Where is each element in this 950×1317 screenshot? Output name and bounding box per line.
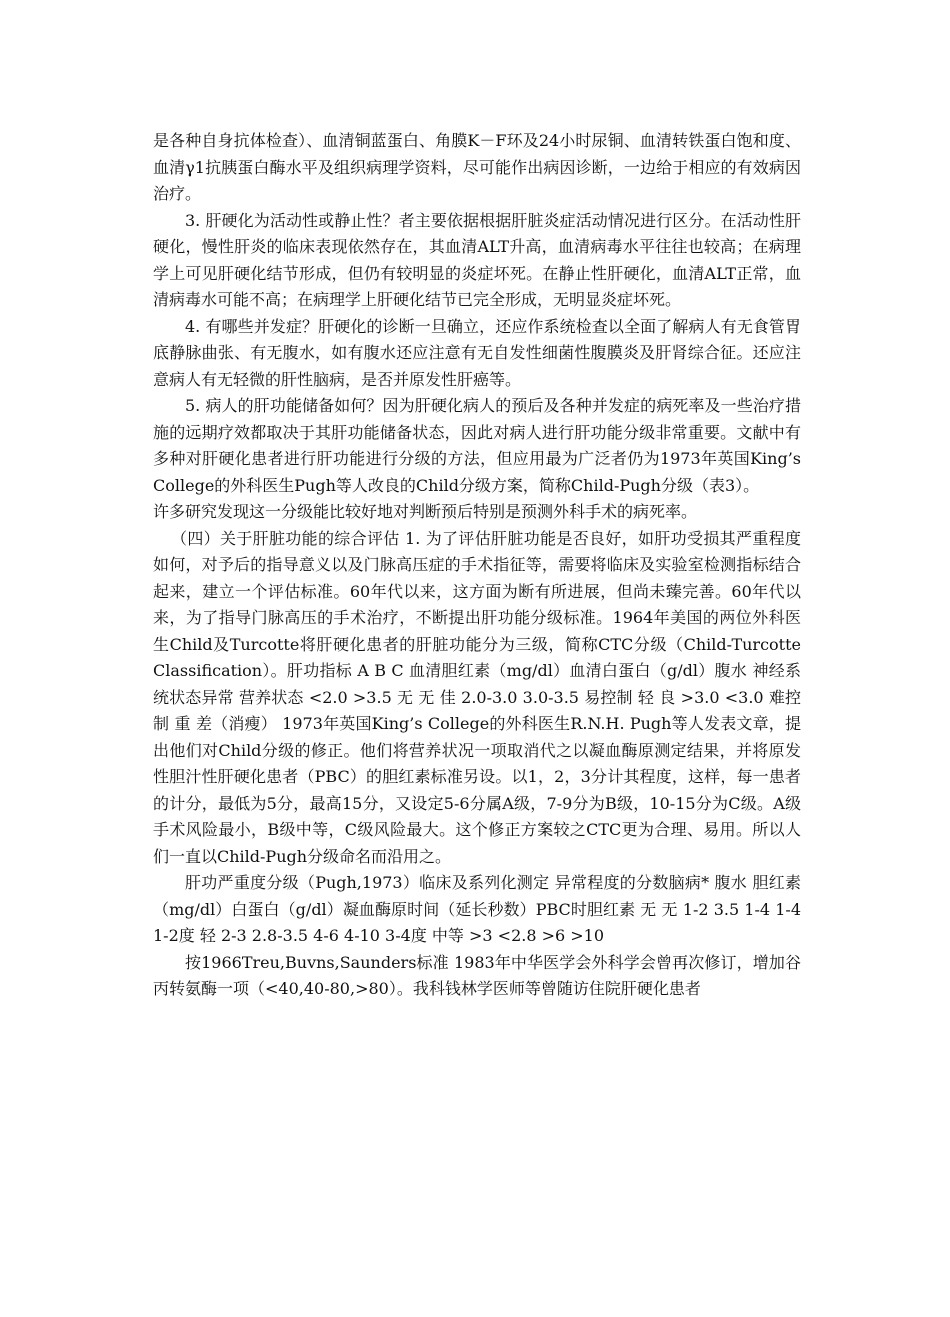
paragraph-pugh-grading: 肝功严重度分级（Pugh,1973）临床及系列化测定 异常程度的分数脑病* 腹水 胆红素（mg/dl）白蛋白（g/dl）凝血酶原时间（延长秒数）PBC时胆红素 无 无 1-2 3.5 1-4 1-4 1-2度 轻 2-3 2.8-3.5 4-6 4-10 3-4度 中等 >3 <2.8 >6 >10 [153,873,801,945]
document-body [153,128,801,1003]
paragraph-liver-function-assessment: （四）关于肝脏功能的综合评估 1. 为了评估肝脏功能是否良好，如肝功受损其严重程度如何，对予后的指导意义以及门脉高压症的手术指征等，需要将临床及实验室检测指标结合起来，建立一个评估标准。60年代以来，这方面为断有所进展，但尚未臻完善。60年代以来，为了指导门脉高压的手术治疗，不断提出肝功能分级标准。1964年美国的两位外科医生Child及Turcotte将肝硬化患者的肝脏功能分为三级，简称CTC分级（Child-Turcotte Classification）。肝功指标 A B C 血清胆红素（mg/dl）血清白蛋白（g/dl）腹水 神经系统状态异常 营养状态 <2.0 >3.5 无 无 佳 2.0-3.0 3.0-3.5 易控制 轻 良 >3.0 <3.0 难控制 重 差（消瘦） 1973年英国King’s College的外科医生R.N.H. Pugh等人发表文章，提出他们对Child分级的修正。他们将营养状况一项取消代之以凝血酶原测定结果，并将原发性胆汁性肝硬化患者（PBC）的胆红素标准另设。以1，2，3分计其程度，这样，每一患者的计分，最低为5分，最高15分，又设定5-6分属A级，7-9分为B级，10-15分为C级。A级手术风险最小，B级中等，C级风险最大。这个修正方案较之CTC更为合理、易用。所以人们一直以Child-Pugh分级命名而沿用之。 [153,528,801,866]
paragraph-prognosis-note: 许多研究发现这一分级能比较好地对判断预后特别是预测外科手术的病死率。 [153,502,698,521]
paragraph-revision-1983: 按1966Treu,Buvns,Saunders标准 1983年中华医学会外科学会曾再次修订，增加谷丙转氨酶一项（<40,40-80,>80）。我科钱林学医师等曾随访住院肝硬化患者 [153,952,801,998]
paragraph-complications: 4. 有哪些并发症？肝硬化的诊断一旦确立，还应作系统检查以全面了解病人有无食管胃底静脉曲张、有无腹水，如有腹水还应注意有无自发性细菌性腹膜炎及肝肾综合征。还应注意病人有无轻微的肝性脑病，是否并原发性肝癌等。 [153,316,801,389]
paragraph-activity-status: 3. 肝硬化为活动性或静止性？者主要依据根据肝脏炎症活动情况进行区分。在活动性肝硬化，慢性肝炎的临床表现依然存在，其血清ALT升高，血清病毒水平往往也较高；在病理学上可见肝硬化结节形成，但仍有较明显的炎症坏死。在静止性肝硬化，血清ALT正常，血清病毒水可能不高；在病理学上肝硬化结节已完全形成，无明显炎症坏死。 [153,210,801,309]
paragraph-liver-reserve: 5. 病人的肝功能储备如何？因为肝硬化病人的预后及各种并发症的病死率及一些治疗措施的远期疗效都取决于其肝功能储备状态，因此对病人进行肝功能分级非常重要。文献中有多种对肝硬化患者进行肝功能进行分级的方法，但应用最为广泛者仍为1973年英国King’s College的外科医生Pugh等人改良的Child分级方案，简称Child-Pugh分级（表3）。 [153,396,801,495]
paragraph-etiology-continued: 是各种自身抗体检查）、血清铜蓝蛋白、角膜K－F环及24小时尿铜、血清转铁蛋白饱和度、血清γ1抗胰蛋白酶水平及组织病理学资料，尽可能作出病因诊断，一边给于相应的有效病因治疗。 [153,131,801,203]
